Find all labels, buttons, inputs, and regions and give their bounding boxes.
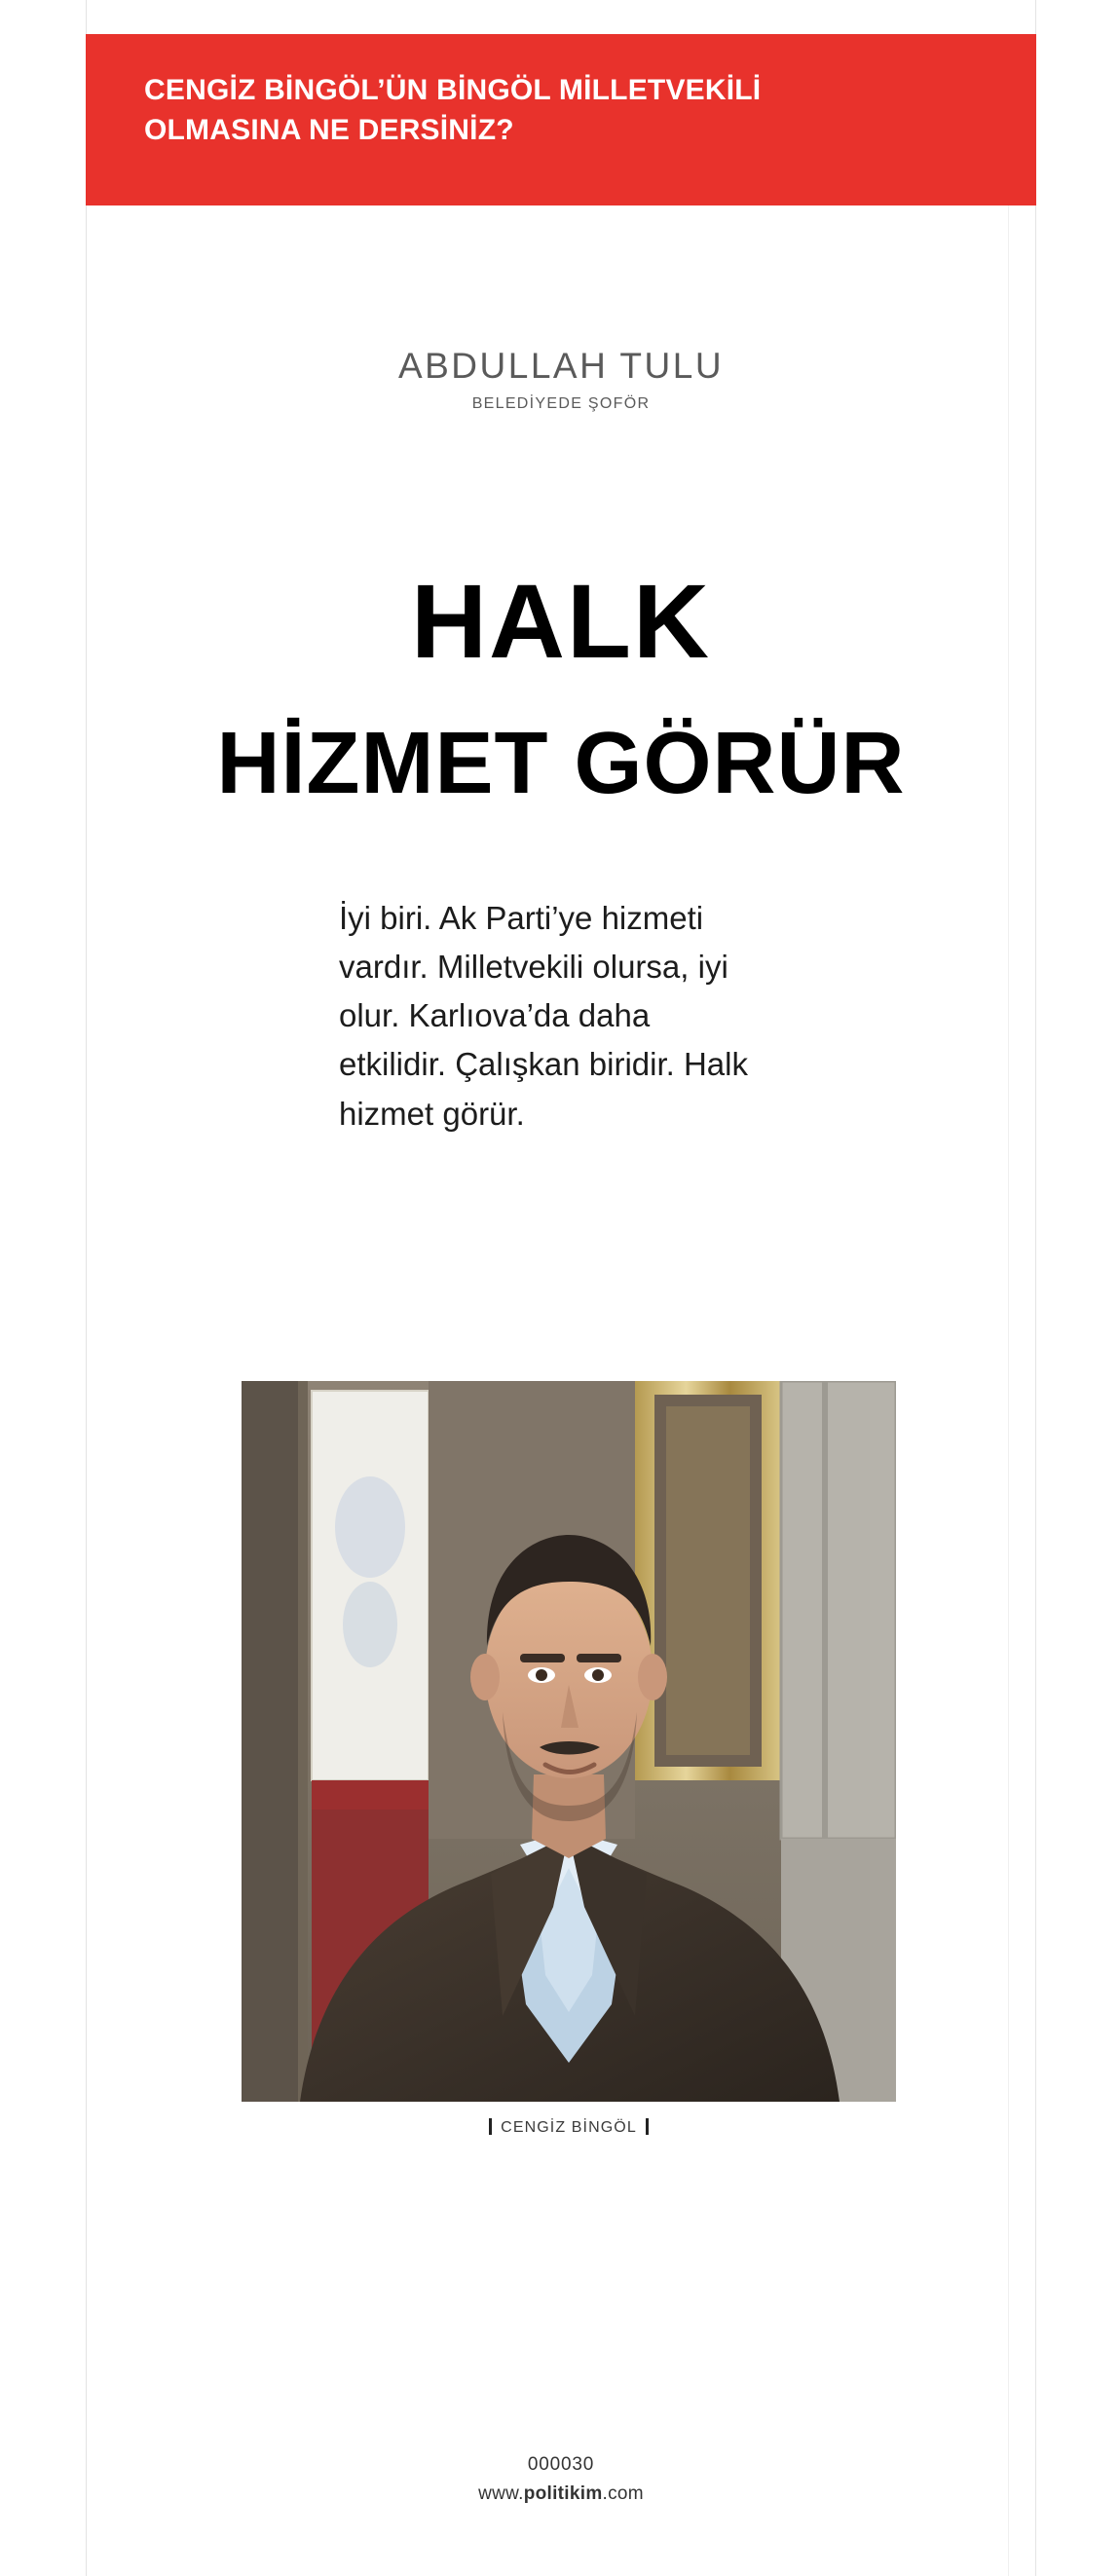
respondent-name: ABDULLAH TULU <box>397 346 725 386</box>
caption-bar-left <box>489 2118 492 2135</box>
caption-bar-right <box>646 2118 649 2135</box>
layout-guide-line <box>1008 205 1009 2576</box>
footer-site-prefix: www. <box>478 2483 524 2504</box>
photo-caption <box>242 2118 896 2137</box>
respondent-role: BELEDİYEDE ŞOFÖR <box>471 395 651 412</box>
quote-text: İyi biri. Ak Parti’ye hizmeti vardır. Milletvekili olursa, iyi olur. Karlıova’da daha etkilidir. Çalışkan biridir. Halk hizmet görür. <box>339 900 748 1132</box>
footer-page-code: 000030 <box>527 2454 595 2475</box>
caption-text: CENGİZ BİNGÖL <box>501 2119 637 2136</box>
footer-site-name: politikim <box>523 2483 603 2504</box>
respondent-block <box>86 346 1036 413</box>
header-banner <box>86 34 1036 205</box>
headline-line-1: HALK <box>411 562 711 680</box>
headline-line-2: HİZMET GÖRÜR <box>216 715 906 812</box>
banner-question-title: CENGİZ BİNGÖL’ÜN BİNGÖL MİLLETVEKİLİ OLMASINA NE DERSİNİZ? <box>144 74 762 146</box>
footer-site-suffix: .com <box>602 2483 644 2504</box>
footer-website <box>86 2483 1036 2505</box>
page-footer <box>86 2454 1036 2505</box>
portrait-photo <box>242 1381 896 2102</box>
portrait-illustration <box>242 1381 896 2102</box>
